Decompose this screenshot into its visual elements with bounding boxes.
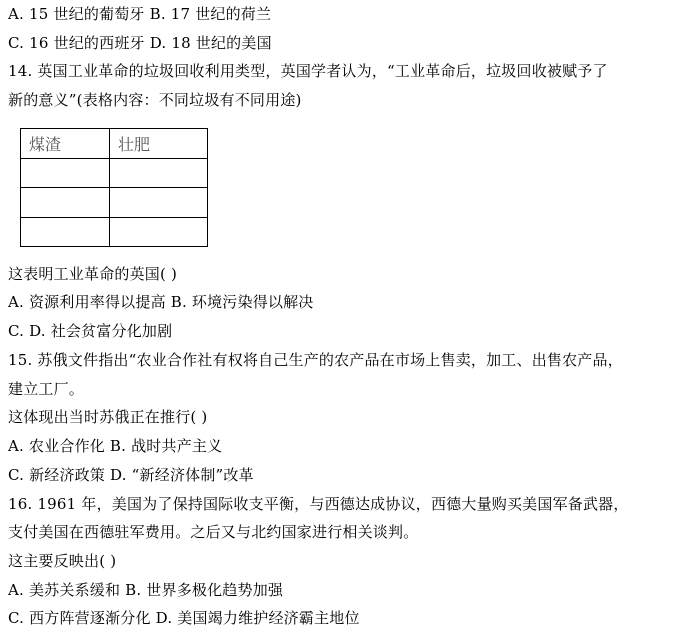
q14-text-line-1: 14. 英国工业革命的垃圾回收利用类型，英国学者认为，“工业革命后，垃圾回收被赋予了 [8,62,608,80]
q15-stem: 这体现出当时苏俄正在推行( ) [8,408,208,426]
table-cell [110,217,208,247]
q14-stem: 这表明工业革命的英国( ) [8,265,178,283]
q13-options-ab: A. 15 世纪的葡萄牙 B. 17 世纪的荷兰 [8,5,272,23]
q16-text-line-1: 16. 1961 年，美国为了保持国际收支平衡，与西德达成协议，西德大量购买美国军备武器， [8,495,629,513]
q16-stem: 这主要反映出( ) [8,552,117,570]
q15-text-line-1: 15. 苏俄文件指出“农业合作社有权将自己生产的农产品在市场上售卖，加工、出售农产品， [8,351,623,369]
table-row [21,188,208,218]
table-cell: 煤渣 [21,129,110,159]
table-cell [21,188,110,218]
table-cell [21,158,110,188]
q16-options-cd: C. 西方阵营逐渐分化 D. 美国竭力维护经济霸主地位 [8,609,360,627]
table-cell: 壮肥 [110,129,208,159]
table-cell [110,158,208,188]
table-row [21,158,208,188]
q13-options-cd: C. 16 世纪的西班牙 D. 18 世纪的美国 [8,34,272,52]
table-cell [110,188,208,218]
q14-options-ab: A. 资源利用率得以提高 B. 环境污染得以解决 [8,293,314,311]
table-row [21,129,208,159]
q14-text-line-2: 新的意义”(表格内容：不同垃圾有不同用途) [8,91,302,109]
q16-text-line-2: 支付美国在西德驻军费用。之后又与北约国家进行相关谈判。 [8,523,419,541]
table-cell [21,217,110,247]
q15-options-ab: A. 农业合作化 B. 战时共产主义 [8,437,223,455]
q14-options-cd: C. D. 社会贫富分化加剧 [8,322,173,340]
q15-options-cd: C. 新经济政策 D. “新经济体制”改革 [8,466,254,484]
waste-use-table [20,128,208,247]
q15-text-line-2: 建立工厂。 [8,380,85,398]
table-row [21,217,208,247]
q16-options-ab: A. 美苏关系缓和 B. 世界多极化趋势加强 [8,581,284,599]
